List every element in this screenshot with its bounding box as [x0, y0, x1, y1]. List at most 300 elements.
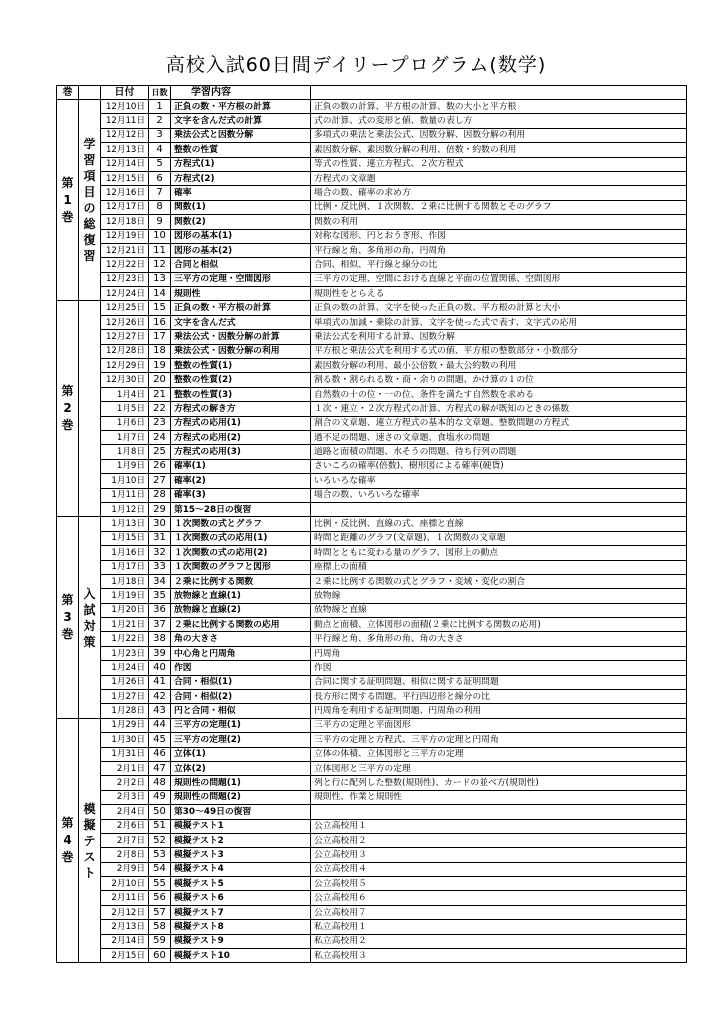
row-topic: 模擬テスト3 — [171, 848, 311, 862]
row-topic: 円と合同・相似 — [171, 704, 311, 718]
table-row — [57, 330, 687, 344]
row-day-number: 54 — [149, 862, 171, 876]
page-title: 高校入試60日間デイリープログラム(数学) — [165, 54, 547, 76]
row-detail: 座標上の面積 — [311, 560, 687, 574]
row-detail: 三平方の定理と平面図形 — [311, 718, 687, 732]
row-topic: ２乗に比例する関数 — [171, 574, 311, 588]
row-date: 12月14日 — [101, 157, 149, 171]
row-day-number: 7 — [149, 186, 171, 200]
row-detail: 関数の利用 — [311, 215, 687, 229]
row-topic: 正負の数・平方根の計算 — [171, 100, 311, 114]
row-day-number: 59 — [149, 934, 171, 948]
row-day-number: 42 — [149, 690, 171, 704]
row-topic: 合同・相似(2) — [171, 690, 311, 704]
row-date: 12月15日 — [101, 171, 149, 185]
row-date: 1月20日 — [101, 603, 149, 617]
row-date: 12月18日 — [101, 215, 149, 229]
row-day-number: 43 — [149, 704, 171, 718]
row-date: 1月30日 — [101, 733, 149, 747]
header-content-cont — [311, 86, 687, 100]
row-topic: 文字を含んだ式 — [171, 315, 311, 329]
row-detail: 公立高校用６ — [311, 891, 687, 905]
row-topic: 規則性の問題(2) — [171, 790, 311, 804]
row-date: 12月21日 — [101, 243, 149, 257]
row-day-number: 18 — [149, 344, 171, 358]
row-topic: 模擬テスト2 — [171, 833, 311, 847]
row-day-number: 41 — [149, 675, 171, 689]
row-date: 2月4日 — [101, 805, 149, 819]
section-label — [79, 301, 101, 517]
row-date: 12月23日 — [101, 272, 149, 286]
row-detail: 場合の数、いろいろな確率 — [311, 488, 687, 502]
row-detail: 放物線 — [311, 589, 687, 603]
row-day-number: 56 — [149, 891, 171, 905]
row-detail: １次・連立・２次方程式の計算、方程式の解が既知のときの係数 — [311, 402, 687, 416]
row-detail: 私立高校用２ — [311, 934, 687, 948]
row-topic: 立体(2) — [171, 761, 311, 775]
row-detail: ２乗に比例する関数の式とグラフ・変域・変化の割合 — [311, 574, 687, 588]
row-date: 1月29日 — [101, 718, 149, 732]
row-topic: 模擬テスト8 — [171, 920, 311, 934]
row-date: 1月23日 — [101, 646, 149, 660]
row-date: 12月24日 — [101, 287, 149, 301]
row-detail: 公立高校用５ — [311, 877, 687, 891]
row-day-number: 44 — [149, 718, 171, 732]
row-day-number: 13 — [149, 272, 171, 286]
row-day-number: 19 — [149, 359, 171, 373]
row-date: 1月24日 — [101, 661, 149, 675]
row-topic: 合同と相似 — [171, 258, 311, 272]
table-row — [57, 747, 687, 761]
row-topic: 方程式の解き方 — [171, 402, 311, 416]
table-row — [57, 258, 687, 272]
table-row — [57, 488, 687, 502]
row-day-number: 6 — [149, 171, 171, 185]
row-topic: 整数の性質(2) — [171, 373, 311, 387]
row-detail: 三平方の定理、空間における直線と平面の位置関係、空間図形 — [311, 272, 687, 286]
table-row — [57, 790, 687, 804]
row-date: 12月13日 — [101, 143, 149, 157]
row-topic: 三平方の定理・空間図形 — [171, 272, 311, 286]
row-day-number: 27 — [149, 474, 171, 488]
row-detail: 比例・反比例、直線の式、座標と直線 — [311, 517, 687, 531]
row-detail: 方程式の文章題 — [311, 171, 687, 185]
table-row — [57, 661, 687, 675]
row-topic: 三平方の定理(1) — [171, 718, 311, 732]
volume-label: 第1巻 — [57, 100, 79, 301]
table-row — [57, 934, 687, 948]
table-row — [57, 848, 687, 862]
row-day-number: 57 — [149, 905, 171, 919]
volume-label: 第2巻 — [57, 301, 79, 517]
row-day-number: 10 — [149, 229, 171, 243]
table-row — [57, 733, 687, 747]
table-row — [57, 143, 687, 157]
row-detail — [311, 805, 687, 819]
table-row — [57, 833, 687, 847]
row-day-number: 3 — [149, 128, 171, 142]
row-day-number: 50 — [149, 805, 171, 819]
row-day-number: 28 — [149, 488, 171, 502]
row-day-number: 46 — [149, 747, 171, 761]
row-date: 12月28日 — [101, 344, 149, 358]
row-detail: 単項式の加減・乗除の計算、文字を使った式で表す、文字式の応用 — [311, 315, 687, 329]
row-detail: 公立高校用３ — [311, 848, 687, 862]
row-date: 2月15日 — [101, 949, 149, 963]
row-topic: 模擬テスト4 — [171, 862, 311, 876]
table-row — [57, 359, 687, 373]
row-detail: 公立高校用７ — [311, 905, 687, 919]
row-day-number: 5 — [149, 157, 171, 171]
table-row — [57, 891, 687, 905]
schedule-body — [57, 86, 687, 963]
volume-label: 第3巻 — [57, 517, 79, 718]
row-date: 12月17日 — [101, 200, 149, 214]
row-day-number: 9 — [149, 215, 171, 229]
table-row — [57, 243, 687, 257]
table-row — [57, 474, 687, 488]
row-day-number: 58 — [149, 920, 171, 934]
row-day-number: 1 — [149, 100, 171, 114]
row-date: 1月27日 — [101, 690, 149, 704]
table-row — [57, 200, 687, 214]
row-detail: 自然数の十の位・一の位、条件を満たす自然数を求める — [311, 387, 687, 401]
row-date: 12月30日 — [101, 373, 149, 387]
row-topic: 整数の性質(1) — [171, 359, 311, 373]
table-row — [57, 114, 687, 128]
row-detail: 正負の数の計算、平方根の計算、数の大小と平方根 — [311, 100, 687, 114]
row-topic: 角の大きさ — [171, 632, 311, 646]
row-day-number: 29 — [149, 502, 171, 516]
table-row — [57, 517, 687, 531]
table-row — [57, 862, 687, 876]
section-label: 入試対策 — [79, 517, 101, 718]
table-row — [57, 416, 687, 430]
table-row — [57, 690, 687, 704]
row-detail: さいころの確率(倍数)、樹形図による確率(硬貨) — [311, 459, 687, 473]
schedule-table — [56, 85, 687, 963]
row-topic: 模擬テスト5 — [171, 877, 311, 891]
row-date: 1月26日 — [101, 675, 149, 689]
row-date: 1月16日 — [101, 546, 149, 560]
header-days: 日数 — [149, 86, 171, 100]
row-topic: 正負の数・平方根の計算 — [171, 301, 311, 315]
row-date: 1月4日 — [101, 387, 149, 401]
row-detail: 円周角 — [311, 646, 687, 660]
header-content: 学習内容 — [171, 86, 311, 100]
row-topic: 方程式(2) — [171, 171, 311, 185]
row-detail: 立体の体積、立体図形と三平方の定理 — [311, 747, 687, 761]
row-detail: 列と行に配列した整数(規則性)、カードの並べ方(規則性) — [311, 776, 687, 790]
row-topic: １次関数の式の応用(2) — [171, 546, 311, 560]
row-detail: 合同、相似、平行線と線分の比 — [311, 258, 687, 272]
row-detail: 立体図形と三平方の定理 — [311, 761, 687, 775]
table-row — [57, 215, 687, 229]
row-topic: 関数(2) — [171, 215, 311, 229]
row-day-number: 4 — [149, 143, 171, 157]
row-date: 1月13日 — [101, 517, 149, 531]
table-row — [57, 315, 687, 329]
row-detail: 比例・反比例、１次関数、２乗に比例する関数とそのグラフ — [311, 200, 687, 214]
table-row — [57, 560, 687, 574]
row-day-number: 39 — [149, 646, 171, 660]
row-topic: 関数(1) — [171, 200, 311, 214]
section-label: 学習項目の総復習 — [79, 100, 101, 301]
row-date: 2月11日 — [101, 891, 149, 905]
row-detail: 割合の文章題、連立方程式の基本的な文章題、整数問題の方程式 — [311, 416, 687, 430]
row-date: 12月22日 — [101, 258, 149, 272]
table-row — [57, 171, 687, 185]
header-blank — [79, 86, 101, 100]
table-row — [57, 531, 687, 545]
row-date: 1月18日 — [101, 574, 149, 588]
table-row — [57, 128, 687, 142]
table-row — [57, 574, 687, 588]
row-detail: 公立高校用２ — [311, 833, 687, 847]
row-day-number: 51 — [149, 819, 171, 833]
row-date: 1月8日 — [101, 445, 149, 459]
row-date: 1月6日 — [101, 416, 149, 430]
row-detail: 公立高校用１ — [311, 819, 687, 833]
row-date: 12月27日 — [101, 330, 149, 344]
table-row — [57, 819, 687, 833]
table-row — [57, 805, 687, 819]
row-topic: ２乗に比例する関数の応用 — [171, 618, 311, 632]
row-day-number: 8 — [149, 200, 171, 214]
row-topic: 乗法公式・因数分解の利用 — [171, 344, 311, 358]
row-day-number: 11 — [149, 243, 171, 257]
row-detail: 乗法公式を利用する計算、因数分解 — [311, 330, 687, 344]
row-topic: 第30～49日の復習 — [171, 805, 311, 819]
row-detail: 道路と面積の問題、水そうの問題、待ち行列の問題 — [311, 445, 687, 459]
row-topic: 三平方の定理(2) — [171, 733, 311, 747]
row-detail: 時間とともに変わる量のグラフ、図形上の動点 — [311, 546, 687, 560]
row-topic: １次関数のグラフと図形 — [171, 560, 311, 574]
row-day-number: 23 — [149, 416, 171, 430]
row-day-number: 31 — [149, 531, 171, 545]
row-detail: 平行線と角、多角形の角、角の大きさ — [311, 632, 687, 646]
row-date: 2月3日 — [101, 790, 149, 804]
table-row — [57, 589, 687, 603]
table-row — [57, 618, 687, 632]
row-topic: 方程式の応用(3) — [171, 445, 311, 459]
row-date: 12月12日 — [101, 128, 149, 142]
row-day-number: 32 — [149, 546, 171, 560]
row-date: 1月11日 — [101, 488, 149, 502]
row-date: 12月10日 — [101, 100, 149, 114]
row-topic: 整数の性質 — [171, 143, 311, 157]
row-day-number: 35 — [149, 589, 171, 603]
table-header-row — [57, 86, 687, 100]
row-topic: 放物線と直線(1) — [171, 589, 311, 603]
row-day-number: 2 — [149, 114, 171, 128]
row-topic: 模擬テスト1 — [171, 819, 311, 833]
row-detail: 三平方の定理と方程式、三平方の定理と円周角 — [311, 733, 687, 747]
row-date: 12月29日 — [101, 359, 149, 373]
row-day-number: 21 — [149, 387, 171, 401]
row-day-number: 36 — [149, 603, 171, 617]
row-date: 12月16日 — [101, 186, 149, 200]
row-date: 1月15日 — [101, 531, 149, 545]
header-volume: 巻 — [57, 86, 79, 100]
row-topic: 方程式の応用(1) — [171, 416, 311, 430]
row-detail: いろいろな確率 — [311, 474, 687, 488]
table-row — [57, 905, 687, 919]
row-detail: 式の計算、式の変形と値、数量の表し方 — [311, 114, 687, 128]
table-row — [57, 100, 687, 114]
table-row — [57, 877, 687, 891]
table-row — [57, 718, 687, 732]
row-date: 12月26日 — [101, 315, 149, 329]
row-date: 2月10日 — [101, 877, 149, 891]
row-topic: 方程式の応用(2) — [171, 430, 311, 444]
row-topic: 整数の性質(3) — [171, 387, 311, 401]
row-day-number: 22 — [149, 402, 171, 416]
table-row — [57, 344, 687, 358]
row-day-number: 15 — [149, 301, 171, 315]
row-date: 1月17日 — [101, 560, 149, 574]
table-row — [57, 646, 687, 660]
row-day-number: 47 — [149, 761, 171, 775]
row-topic: 放物線と直線(2) — [171, 603, 311, 617]
row-detail: 長方形に関する問題、平行四辺形と線分の比 — [311, 690, 687, 704]
row-day-number: 24 — [149, 430, 171, 444]
table-row — [57, 546, 687, 560]
row-detail: 過不足の問題、速さの文章題、食塩水の問題 — [311, 430, 687, 444]
row-topic: １次関数の式の応用(1) — [171, 531, 311, 545]
row-day-number: 14 — [149, 287, 171, 301]
row-detail: 合同に関する証明問題、相似に関する証明問題 — [311, 675, 687, 689]
row-date: 2月1日 — [101, 761, 149, 775]
row-day-number: 48 — [149, 776, 171, 790]
row-topic: 模擬テスト7 — [171, 905, 311, 919]
row-detail: 私立高校用３ — [311, 949, 687, 963]
row-date: 12月25日 — [101, 301, 149, 315]
row-topic: 立体(1) — [171, 747, 311, 761]
row-day-number: 53 — [149, 848, 171, 862]
table-row — [57, 502, 687, 516]
volume-label: 第4巻 — [57, 718, 79, 963]
row-topic: 確率 — [171, 186, 311, 200]
row-date: 2月14日 — [101, 934, 149, 948]
row-topic: １次関数の式とグラフ — [171, 517, 311, 531]
row-day-number: 37 — [149, 618, 171, 632]
row-topic: 図形の基本(1) — [171, 229, 311, 243]
row-detail: 平方根と乗法公式を利用する式の値、平方根の整数部分・小数部分 — [311, 344, 687, 358]
row-day-number: 26 — [149, 459, 171, 473]
row-topic: 模擬テスト10 — [171, 949, 311, 963]
table-row — [57, 157, 687, 171]
row-topic: 乗法公式・因数分解の計算 — [171, 330, 311, 344]
row-day-number: 33 — [149, 560, 171, 574]
row-date: 1月21日 — [101, 618, 149, 632]
row-detail: 場合の数、確率の求め方 — [311, 186, 687, 200]
row-day-number: 16 — [149, 315, 171, 329]
row-date: 1月10日 — [101, 474, 149, 488]
row-detail: 公立高校用４ — [311, 862, 687, 876]
row-topic: 図形の基本(2) — [171, 243, 311, 257]
row-topic: 中心角と円周角 — [171, 646, 311, 660]
row-date: 1月7日 — [101, 430, 149, 444]
row-date: 1月19日 — [101, 589, 149, 603]
row-date: 12月11日 — [101, 114, 149, 128]
row-day-number: 30 — [149, 517, 171, 531]
row-day-number: 49 — [149, 790, 171, 804]
row-topic: 規則性の問題(1) — [171, 776, 311, 790]
row-topic: 合同・相似(1) — [171, 675, 311, 689]
row-day-number: 55 — [149, 877, 171, 891]
row-detail: 割る数・割られる数・商・余りの問題、かけ算の１の位 — [311, 373, 687, 387]
table-row — [57, 287, 687, 301]
row-date: 1月12日 — [101, 502, 149, 516]
row-topic: 確率(3) — [171, 488, 311, 502]
row-topic: 作図 — [171, 661, 311, 675]
table-row — [57, 402, 687, 416]
table-row — [57, 603, 687, 617]
row-topic: 乗法公式と因数分解 — [171, 128, 311, 142]
row-detail: 多項式の乗法と乗法公式、因数分解、因数分解の利用 — [311, 128, 687, 142]
table-row — [57, 459, 687, 473]
row-detail: 正負の数の計算、文字を使った正負の数、平方根の計算と大小 — [311, 301, 687, 315]
row-date: 2月9日 — [101, 862, 149, 876]
table-row — [57, 301, 687, 315]
table-row — [57, 186, 687, 200]
row-topic: 文字を含んだ式の計算 — [171, 114, 311, 128]
row-detail: 放物線と直線 — [311, 603, 687, 617]
row-date: 2月8日 — [101, 848, 149, 862]
row-detail: 素因数分解の利用、最小公倍数・最大公約数の利用 — [311, 359, 687, 373]
row-date: 2月6日 — [101, 819, 149, 833]
row-detail: 平行線と角、多角形の角、円周角 — [311, 243, 687, 257]
row-day-number: 45 — [149, 733, 171, 747]
row-detail: 私立高校用１ — [311, 920, 687, 934]
row-detail: 規則性、作業と規則性 — [311, 790, 687, 804]
row-day-number: 20 — [149, 373, 171, 387]
row-topic: 確率(1) — [171, 459, 311, 473]
table-row — [57, 387, 687, 401]
row-topic: 第15～28日の復習 — [171, 502, 311, 516]
table-row — [57, 704, 687, 718]
row-topic: 規則性 — [171, 287, 311, 301]
row-day-number: 52 — [149, 833, 171, 847]
row-day-number: 12 — [149, 258, 171, 272]
row-date: 1月22日 — [101, 632, 149, 646]
row-date: 1月31日 — [101, 747, 149, 761]
row-date: 12月19日 — [101, 229, 149, 243]
row-day-number: 60 — [149, 949, 171, 963]
row-topic: 模擬テスト9 — [171, 934, 311, 948]
row-day-number: 38 — [149, 632, 171, 646]
row-detail: 等式の性質、連立方程式、２次方程式 — [311, 157, 687, 171]
row-detail — [311, 502, 687, 516]
row-date: 2月7日 — [101, 833, 149, 847]
table-row — [57, 949, 687, 963]
table-row — [57, 445, 687, 459]
row-day-number: 40 — [149, 661, 171, 675]
row-detail: 時間と距離のグラフ(文章題)、１次関数の文章題 — [311, 531, 687, 545]
row-detail: 動点と面積、立体図形の面積(２乗に比例する関数の応用) — [311, 618, 687, 632]
section-label: 模擬テスト — [79, 718, 101, 963]
table-row — [57, 632, 687, 646]
row-detail: 円周角を利用する証明問題、円周角の利用 — [311, 704, 687, 718]
row-date: 1月28日 — [101, 704, 149, 718]
row-date: 2月2日 — [101, 776, 149, 790]
row-day-number: 17 — [149, 330, 171, 344]
row-detail: 素因数分解、素因数分解の利用、倍数・約数の利用 — [311, 143, 687, 157]
row-date: 1月5日 — [101, 402, 149, 416]
table-row — [57, 373, 687, 387]
table-row — [57, 430, 687, 444]
